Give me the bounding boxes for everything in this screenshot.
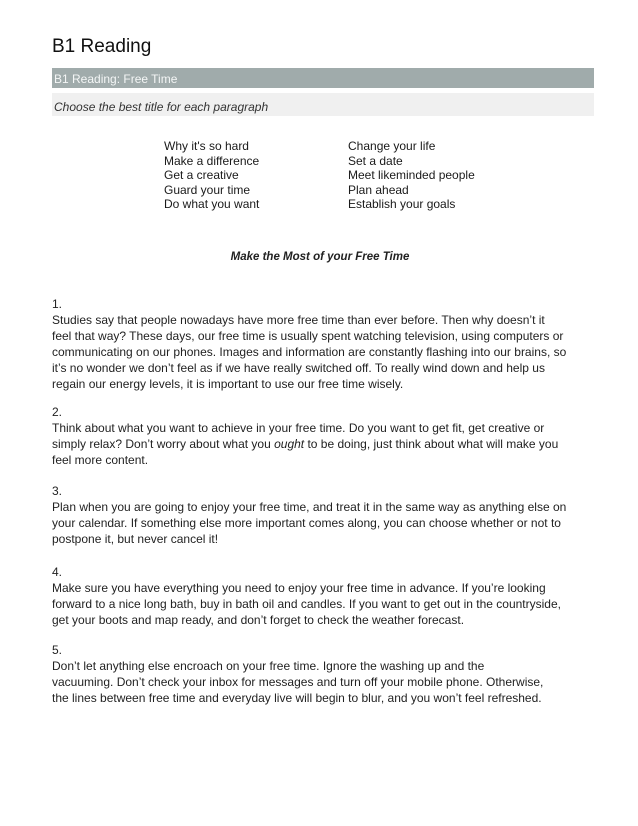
instruction-bar [52, 93, 594, 116]
paragraph-3 [52, 483, 594, 547]
paragraph-line: Plan when you are going to enjoy your free time, and treat it in the same way as anything else on [52, 500, 567, 514]
paragraph-5 [52, 642, 594, 706]
paragraph-line: Studies say that people nowadays have more free time than ever before. Then why doesn’t it [52, 313, 545, 327]
paragraph-line: postpone it, but never cancel it! [52, 532, 219, 546]
title-option: Get a creative [164, 168, 239, 182]
title-option: Make a difference [164, 153, 260, 168]
paragraph-line: it’s no wonder we don’t feel as if we have really switched off. To really wind down and help us [52, 361, 545, 375]
paragraph-line: your calendar. If something else more important comes along, you can choose whether or not to [52, 516, 561, 530]
instruction-text: Choose the best title for each paragraph [54, 100, 269, 114]
paragraph-line: Make sure you have everything you need to enjoy your free time in advance. If you’re looking [52, 581, 546, 595]
title-option: Guard your time [164, 182, 251, 197]
emphasis-text: ought [274, 437, 305, 451]
paragraph-number: 2. [52, 405, 63, 419]
paragraph-line: forward to a nice long bath, buy in bath oil and candles. If you want to get out in the countryside, [52, 597, 561, 611]
paragraph-number: 3. [52, 484, 63, 498]
title-option: Why it's so hard [164, 139, 249, 153]
paragraph-line: communicating on our phones. Images and information are constantly flashing into our brains, so [52, 345, 567, 359]
paragraph-line: Think about what you want to achieve in your free time. Do you want to get fit, get creative or [52, 421, 545, 435]
paragraph-number: 1. [52, 297, 63, 311]
paragraph-line: feel more content. [52, 453, 149, 467]
paragraph-line: vacuuming. Don’t check your inbox for messages and turn off your mobile phone. Otherwise, [52, 675, 544, 689]
page-title: B1 Reading [52, 36, 152, 57]
title-option: Meet likeminded people [348, 168, 475, 182]
paragraph-line: regain our energy levels, it is important to use our free time wisely. [52, 377, 404, 391]
article-title: Make the Most of your Free Time [230, 251, 410, 263]
title-options-left [164, 139, 259, 212]
title-option: Plan ahead [348, 182, 409, 197]
paragraph-text: simply relax? Don’t worry about what you [52, 437, 275, 451]
title-options-right [348, 139, 475, 212]
paragraph-line: Don’t let anything else encroach on your free time. Ignore the washing up and the [52, 659, 485, 673]
header-bar-label: B1 Reading: Free Time [54, 72, 178, 86]
paragraph-line [52, 436, 594, 452]
paragraph-2 [52, 404, 594, 468]
title-option: Change your life [348, 139, 436, 153]
title-option: Do what you want [164, 197, 260, 211]
paragraph-4 [52, 564, 594, 628]
title-option: Set a date [348, 153, 403, 168]
paragraph-1 [52, 296, 594, 392]
paragraph-line: the lines between free time and everyday live will begin to blur, and you won’t feel refreshed. [52, 691, 542, 705]
paragraph-text: to be doing, just think about what will make you [304, 437, 559, 451]
header-bar [52, 68, 594, 88]
paragraph-number: 4. [52, 565, 63, 579]
paragraph-line: feel that way? These days, our free time is usually spent watching television, using computers or [52, 329, 564, 343]
title-option: Establish your goals [348, 197, 456, 211]
paragraph-number: 5. [52, 643, 63, 657]
paragraph-line: get your boots and map ready, and don’t forget to check the weather forecast. [52, 613, 465, 627]
